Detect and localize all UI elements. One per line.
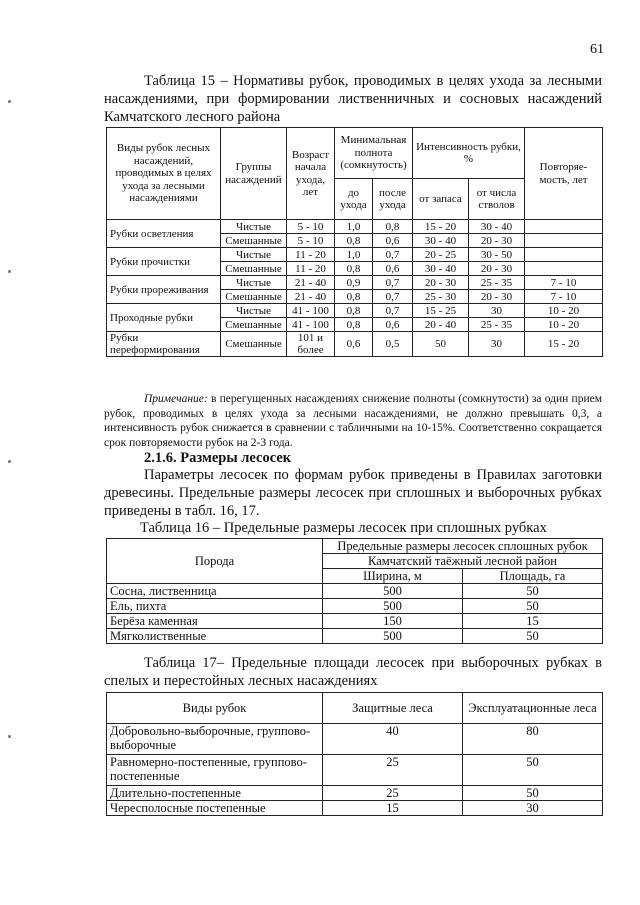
t15-header-density: Минимальная полнота (сомкнутость) (335, 128, 413, 179)
t16-cell-area: 50 (463, 599, 603, 614)
t17-cell-exploitation: 50 (463, 786, 603, 801)
t17-cell-protective: 40 (323, 724, 463, 755)
section-paragraph: Параметры лесосек по формам рубок приведены в Правилах заготовки древесины. Предельные размеры лесосек при сплошных и выборочных рубках приведены в табл. 16, 17. (104, 467, 602, 519)
t15-cell-before: 0,8 (335, 262, 373, 276)
t17-cell-exploitation: 50 (463, 755, 603, 786)
t15-cell-group: Чистые (221, 248, 287, 262)
t17-cell-type: Равномерно-постепенные, группово-постепенные (107, 755, 323, 786)
table-row (107, 786, 603, 801)
t15-header-intensity-count: от числа стволов (469, 179, 525, 220)
table-row (107, 724, 603, 755)
t15-cell-age: 11 - 20 (287, 262, 335, 276)
t15-cell-stock: 30 - 40 (413, 234, 469, 248)
t16-cell-species: Ель, пихта (107, 599, 323, 614)
t15-header-intensity-stock: от запаса (413, 179, 469, 220)
table16 (106, 538, 603, 644)
t16-cell-width: 150 (323, 614, 463, 629)
t16-cell-species: Сосна, лиственница (107, 584, 323, 599)
table15-note (104, 392, 602, 450)
t15-cell-after: 0,6 (373, 318, 413, 332)
t15-cell-group: Смешанные (221, 290, 287, 304)
t15-cell-repeat (525, 220, 603, 234)
t15-header-types: Виды рубок лесных насаждений, проводимых в целях ухода за лесными насаждениями (107, 128, 221, 220)
t15-cell-type: Проходные рубки (107, 304, 221, 332)
table17-caption: Таблица 17– Предельные площади лесосек при выборочных рубках в спелых и перестойных лесных насаждениях (104, 655, 602, 689)
t15-cell-repeat: 10 - 20 (525, 318, 603, 332)
table-row (107, 304, 603, 318)
t15-cell-after: 0,7 (373, 290, 413, 304)
t16-cell-area: 15 (463, 614, 603, 629)
table16-caption: Таблица 16 – Предельные размеры лесосек при сплошных рубках (140, 520, 547, 536)
t15-cell-type: Рубки переформирования (107, 332, 221, 357)
t15-cell-count: 20 - 30 (469, 234, 525, 248)
t15-cell-stock: 15 - 25 (413, 304, 469, 318)
t15-cell-count: 25 - 35 (469, 276, 525, 290)
t17-header-type: Виды рубок (107, 693, 323, 724)
t15-cell-repeat (525, 262, 603, 276)
t17-cell-type: Чересполосные постепенные (107, 801, 323, 816)
table15-caption: Таблица 15 – Нормативы рубок, проводимых в целях ухода за лесными насаждениями, при формировании лиственничных и сосновых насаждений Камчатского лесного района (104, 73, 602, 125)
t15-cell-stock: 30 - 40 (413, 262, 469, 276)
t15-header-groups: Группы насаждений (221, 128, 287, 220)
t15-header-intensity: Интенсивность рубки, % (413, 128, 525, 179)
t16-header-limits: Предельные размеры лесосек сплошных рубок (323, 539, 603, 554)
t15-cell-before: 0,8 (335, 290, 373, 304)
t16-cell-area: 50 (463, 629, 603, 644)
table-row (107, 332, 603, 357)
t15-cell-repeat: 7 - 10 (525, 290, 603, 304)
t17-cell-protective: 15 (323, 801, 463, 816)
t15-cell-stock: 20 - 25 (413, 248, 469, 262)
t15-cell-age: 101 и более (287, 332, 335, 357)
t15-cell-repeat (525, 234, 603, 248)
note-label: Примечание: (144, 393, 208, 405)
t15-cell-after: 0,5 (373, 332, 413, 357)
t15-cell-before: 1,0 (335, 220, 373, 234)
t15-cell-repeat (525, 248, 603, 262)
t15-header-repeat: Повторяе-мость, лет (525, 128, 603, 220)
t15-cell-after: 0,7 (373, 248, 413, 262)
t15-cell-after: 0,7 (373, 304, 413, 318)
t16-header-width: Ширина, м (323, 569, 463, 584)
t15-cell-count: 20 - 30 (469, 262, 525, 276)
t15-cell-count: 30 - 50 (469, 248, 525, 262)
t15-cell-type: Рубки осветления (107, 220, 221, 248)
t15-cell-count: 25 - 35 (469, 318, 525, 332)
table-row (107, 276, 603, 290)
margin-mark (8, 460, 11, 463)
t16-header-region: Камчатский таёжный лесной район (323, 554, 603, 569)
t15-cell-count: 30 (469, 304, 525, 318)
t15-cell-age: 21 - 40 (287, 290, 335, 304)
t15-cell-stock: 25 - 30 (413, 290, 469, 304)
t17-cell-type: Добровольно-выборочные, группово-выборочные (107, 724, 323, 755)
t15-cell-count: 30 - 40 (469, 220, 525, 234)
t15-cell-after: 0,6 (373, 262, 413, 276)
t15-header-density-before: до ухода (335, 179, 373, 220)
margin-mark (8, 270, 11, 273)
section-title: 2.1.6. Размеры лесосек (144, 450, 292, 466)
t16-cell-species: Мягколиственные (107, 629, 323, 644)
table-row (107, 248, 603, 262)
page-number: 61 (590, 42, 604, 57)
t16-cell-species: Берёза каменная (107, 614, 323, 629)
t17-cell-exploitation: 30 (463, 801, 603, 816)
t15-cell-group: Чистые (221, 304, 287, 318)
t15-cell-count: 30 (469, 332, 525, 357)
table15 (106, 127, 603, 357)
t17-cell-protective: 25 (323, 755, 463, 786)
t15-cell-group: Чистые (221, 276, 287, 290)
t16-cell-area: 50 (463, 584, 603, 599)
t15-cell-before: 1,0 (335, 248, 373, 262)
t15-cell-age: 5 - 10 (287, 220, 335, 234)
table17 (106, 692, 603, 816)
table-row (107, 584, 603, 599)
t17-header-exploitation: Эксплуатационные леса (463, 693, 603, 724)
t15-cell-before: 0,8 (335, 234, 373, 248)
table-row (107, 220, 603, 234)
margin-mark (8, 735, 11, 738)
t16-header-species: Порода (107, 539, 323, 584)
t15-cell-repeat: 15 - 20 (525, 332, 603, 357)
table-row (107, 801, 603, 816)
t15-cell-type: Рубки прочистки (107, 248, 221, 276)
t16-cell-width: 500 (323, 599, 463, 614)
t16-cell-width: 500 (323, 629, 463, 644)
t15-cell-age: 41 - 100 (287, 318, 335, 332)
t15-cell-group: Смешанные (221, 332, 287, 357)
t15-header-density-after: после ухода (373, 179, 413, 220)
t17-header-protective: Защитные леса (323, 693, 463, 724)
t15-cell-before: 0,6 (335, 332, 373, 357)
note-text: в перегущенных насаждениях снижение полноты (сомкнутости) за один прием рубок, проводимых в целях ухода за лесными насаждениями, не должно превышать 0,3, а интенсивность рубок снижается в сравнении с табличными на 10-15%. Соответственно сокращается срок повторяемости рубок на 2-3 года. (104, 393, 603, 449)
table-row (107, 755, 603, 786)
t17-cell-exploitation: 80 (463, 724, 603, 755)
t16-cell-width: 500 (323, 584, 463, 599)
t16-header-area: Площадь, га (463, 569, 603, 584)
t15-cell-stock: 50 (413, 332, 469, 357)
t15-cell-age: 41 - 100 (287, 304, 335, 318)
t15-cell-group: Смешанные (221, 234, 287, 248)
t15-cell-repeat: 10 - 20 (525, 304, 603, 318)
t15-cell-stock: 15 - 20 (413, 220, 469, 234)
t15-cell-repeat: 7 - 10 (525, 276, 603, 290)
t15-cell-group: Смешанные (221, 262, 287, 276)
t15-cell-before: 0,8 (335, 318, 373, 332)
t15-cell-group: Чистые (221, 220, 287, 234)
t17-cell-protective: 25 (323, 786, 463, 801)
table-row (107, 614, 603, 629)
t15-cell-stock: 20 - 40 (413, 318, 469, 332)
t15-cell-group: Смешанные (221, 318, 287, 332)
t15-cell-before: 0,9 (335, 276, 373, 290)
t15-cell-after: 0,6 (373, 234, 413, 248)
t15-header-age: Возраст начала ухода, лет (287, 128, 335, 220)
t15-cell-type: Рубки прореживания (107, 276, 221, 304)
table-row (107, 599, 603, 614)
t15-cell-after: 0,8 (373, 220, 413, 234)
t15-cell-count: 20 - 30 (469, 290, 525, 304)
t15-cell-age: 21 - 40 (287, 276, 335, 290)
t15-cell-age: 11 - 20 (287, 248, 335, 262)
t15-cell-after: 0,7 (373, 276, 413, 290)
t17-cell-type: Длительно-постепенные (107, 786, 323, 801)
margin-mark (8, 100, 11, 103)
t15-cell-before: 0,8 (335, 304, 373, 318)
t15-cell-stock: 20 - 30 (413, 276, 469, 290)
table-row (107, 629, 603, 644)
t15-cell-age: 5 - 10 (287, 234, 335, 248)
